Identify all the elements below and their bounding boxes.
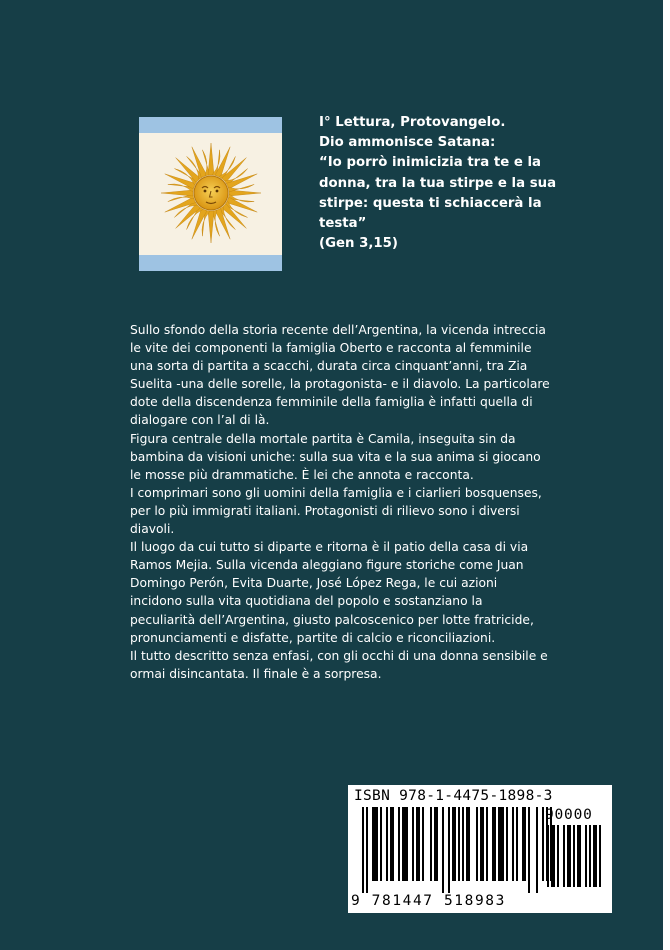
barcode-bar [362,807,364,893]
barcode-bar [442,807,444,893]
barcode-bar [563,825,565,887]
barcode-bar [498,807,504,881]
argentine-flag-image [139,117,282,271]
barcode-bar [573,825,575,887]
barcode-bar [506,807,508,881]
barcode-bar [599,825,601,887]
barcode-bar [402,807,408,881]
barcode-bar [542,807,544,881]
barcode-bar [577,825,581,887]
barcode-bar [585,825,587,887]
isbn-barcode [348,785,612,913]
barcode-bar [412,807,414,881]
barcode-bar [536,807,538,893]
barcode-bar [366,807,368,893]
barcode-bar [522,807,526,881]
barcode-bar [512,807,514,881]
barcode-bar [593,825,597,887]
page-edge [663,0,670,950]
addon-barcode-bars [547,825,605,899]
blurb-paragraph: Figura centrale della mortale partita è Camila, inseguita sin da bambina da visioni uniche: sulla sua vita e la sua anima si giocano le mosse più drammatiche. È lei che annota e racconta. [130,431,541,482]
barcode-bar [448,807,450,893]
barcode-bar [547,825,549,887]
isbn-label: ISBN 978-1-4475-1898-3 [354,788,553,804]
blurb-paragraph: Il luogo da cui tutto si diparte e ritorna è il patio della casa di via Ramos Mejia. Sulla vicenda aleggiano figure storiche come Juan Domingo Perón, Evita Duarte, José López Rega, le cui azioni incidono sulla vita quotidiana del popolo e sostanziano la peculiarità dell’Argentina, giusto palcoscenico per lotte fratricide, pronunciamenti e disfatte, partite di calcio e riconciliazioni. [130,540,534,645]
ean-barcode-bars [362,807,558,893]
barcode-bar [416,807,420,881]
barcode-bar [390,807,394,881]
flag-bottom-stripe [139,255,282,271]
barcode-bar [458,807,460,881]
barcode-bar [557,825,559,887]
ean-digits: 9 781447 518983 [351,893,506,909]
barcode-bar [386,807,388,881]
blurb-paragraph: Il tutto descritto senza enfasi, con gli occhi di una donna sensibile e ormai disincantata. Il finale è a sorpresa. [130,648,548,681]
barcode-bar [476,807,478,881]
blurb-paragraph: Sullo sfondo della storia recente dell’Argentina, la vicenda intreccia le vite dei componenti la famiglia Oberto e racconta al femminile una sorta di partita a scacchi, durata circa cinquant’anni, tra Zia Suelita -una delle sorelle, la protagonista- e il diavolo. La particolare dote della discendenza femminile della famiglia è infatti quella di dialogare con l’al di là. [130,323,550,428]
barcode-bar [466,807,470,881]
barcode-bar [486,807,488,881]
flag-top-stripe [139,117,282,133]
addon-digits: 90000 [545,807,593,823]
barcode-bar [380,807,382,881]
barcode-bar [516,807,518,881]
barcode-bar [551,825,555,887]
sun-of-may-icon [139,117,282,271]
blurb-paragraph: I comprimari sono gli uomini della famiglia e i ciarlieri bosquenses, per lo più immigrati italiani. Protagonisti di rilievo sono i diversi diavoli. [130,485,542,537]
book-blurb [130,321,550,683]
barcode-bar [452,807,456,881]
barcode-bar [528,807,530,893]
barcode-bar [372,807,378,881]
barcode-bar [398,807,400,881]
barcode-bar [589,825,591,887]
barcode-bar [462,807,464,881]
barcode-bar [430,807,432,881]
barcode-bar [480,807,484,881]
barcode-bar [567,825,571,887]
barcode-bar [492,807,496,881]
barcode-bar [434,807,438,881]
epigraph-quote: I° Lettura, Protovangelo. Dio ammonisce Satana: “Io porrò inimicizia tra te e la donna, tra la tua stirpe e la sua stirpe: questa ti schiaccerà la testa” (Gen 3,15) [319,115,557,252]
barcode-bar [422,807,424,881]
